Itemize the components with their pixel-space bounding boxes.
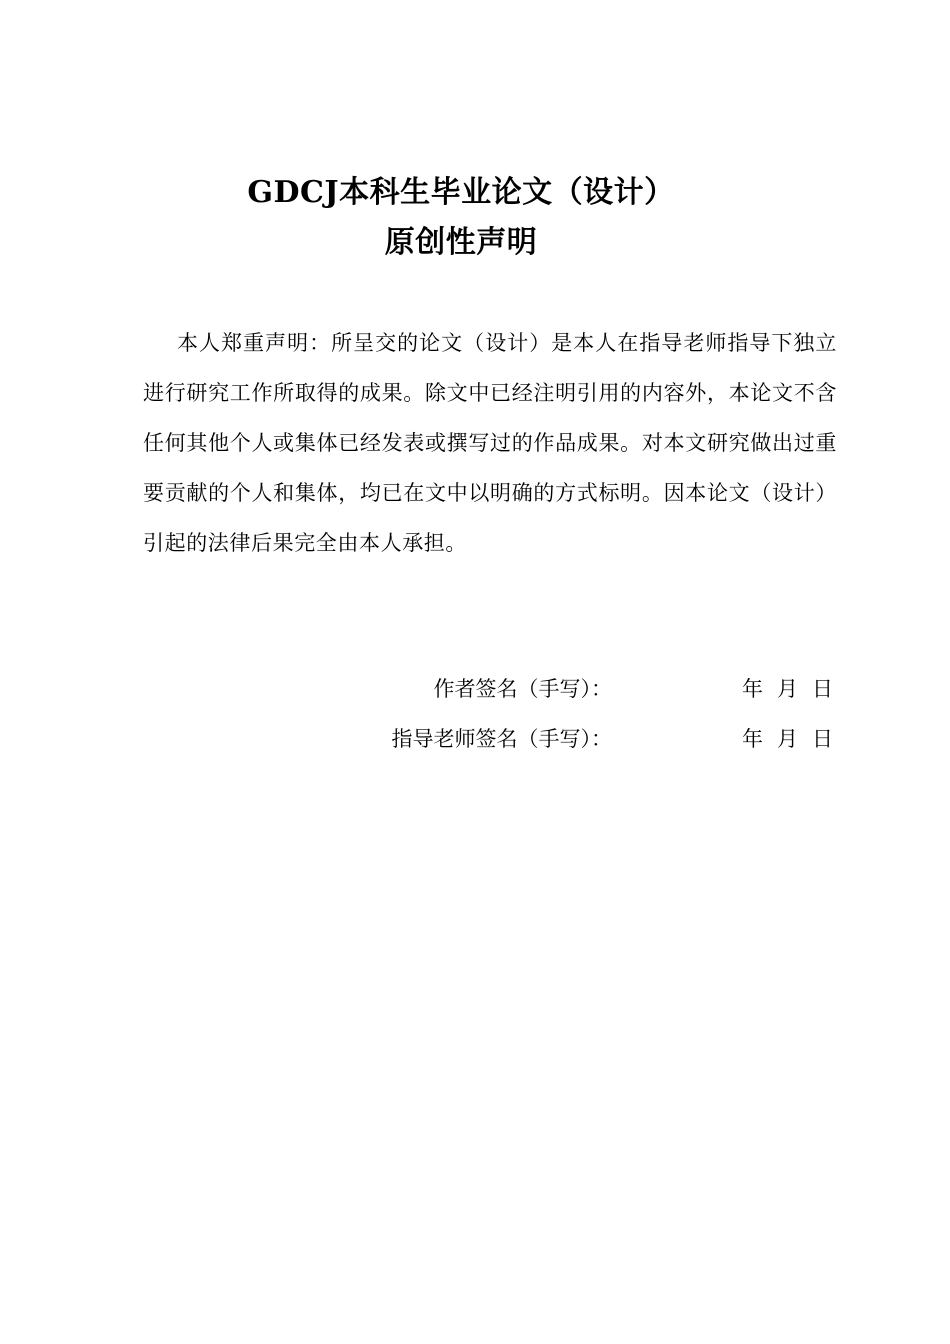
date-month-label: 月 bbox=[777, 727, 798, 751]
date-day-label: 日 bbox=[812, 727, 833, 751]
date-year-label: 年 bbox=[742, 727, 763, 751]
date-day-label: 日 bbox=[812, 677, 833, 701]
author-signature-row bbox=[0, 674, 950, 704]
document-title: GDCJ本科生毕业论文（设计） bbox=[247, 175, 675, 210]
author-signature-label: 作者签名（手写）： bbox=[433, 677, 612, 701]
advisor-signature-label: 指导老师签名（手写）： bbox=[391, 727, 612, 751]
title-block bbox=[0, 168, 950, 268]
date-month-label: 月 bbox=[777, 677, 798, 701]
advisor-signature-row bbox=[0, 724, 950, 754]
advisor-signature-date bbox=[742, 724, 833, 754]
document-subtitle: 原创性声明 bbox=[384, 225, 538, 260]
author-signature-date bbox=[742, 674, 833, 704]
declaration-paragraph: 本人郑重声明：所呈交的论文（设计）是本人在指导老师指导下独立进行研究工作所取得的成果。除文中已经注明引用的内容外，本论文不含任何其他个人或集体已经发表或撰写过的作品成果。对本文研究做出过重要贡献的个人和集体，均已在文中以明确的方式标明。因本论文（设计）引起的法律后果完全由本人承担。 bbox=[143, 331, 837, 555]
date-year-label: 年 bbox=[742, 677, 763, 701]
